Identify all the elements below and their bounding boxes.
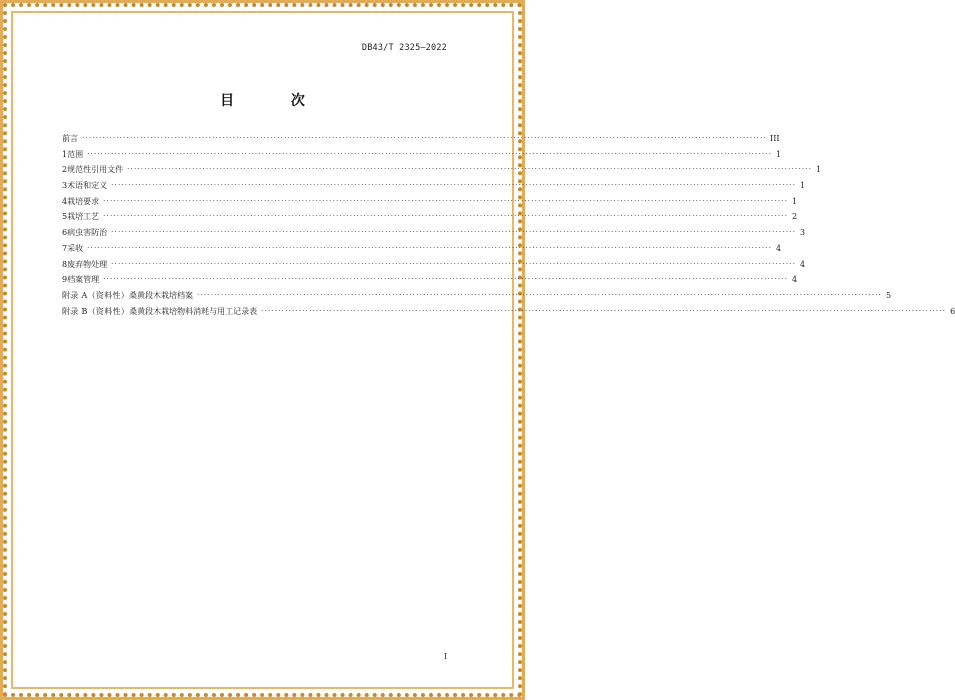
toc-entry-label: 档案管理 bbox=[67, 275, 100, 285]
standard-code: DB43/T 2325—2022 bbox=[361, 43, 447, 53]
toc-appendix-label: 桑黄段木栽培档案 bbox=[129, 290, 194, 300]
toc-entry[interactable] bbox=[62, 241, 782, 257]
toc-entry-label: 前言 bbox=[62, 134, 78, 143]
page-title: 目 次 bbox=[220, 93, 331, 109]
toc-entry-number: 7 bbox=[62, 243, 68, 253]
toc-appendix-page: 6 bbox=[950, 306, 955, 316]
toc-dot-leader: ········································································································································································································ bbox=[103, 212, 789, 221]
toc-entry-number: 9 bbox=[62, 275, 68, 285]
toc-entry-label: 术语和定义 bbox=[67, 181, 108, 191]
toc-entry-page: 4 bbox=[792, 275, 798, 285]
toc-entry[interactable] bbox=[62, 194, 798, 210]
toc-entry-page: 4 bbox=[776, 243, 782, 253]
table-of-contents bbox=[62, 131, 955, 319]
toc-entry[interactable] bbox=[62, 147, 782, 163]
toc-entry-number: 1 bbox=[62, 149, 68, 159]
toc-entry[interactable] bbox=[62, 257, 806, 273]
toc-entry-label: 范围 bbox=[67, 149, 84, 159]
toc-appendix-page: 5 bbox=[885, 290, 892, 300]
toc-dot-leader: ········································································································································································································ bbox=[103, 275, 789, 284]
toc-entry-label: 废弃物处理 bbox=[67, 259, 108, 269]
toc-dot-leader: ········································································································································································································ bbox=[103, 196, 789, 205]
toc-appendix-label: 桑黄段木栽培物料消耗与用工记录表 bbox=[129, 306, 258, 316]
toc-entry-number: 5 bbox=[62, 212, 68, 222]
toc-dot-leader: ········································································································································································································ bbox=[87, 243, 773, 252]
toc-entry-label: 采收 bbox=[67, 243, 84, 253]
toc-dot-leader: ········································································································································································································ bbox=[82, 134, 768, 142]
toc-dot-leader: ········································································································································································································ bbox=[111, 181, 797, 190]
toc-dot-leader: ········································································································································································································ bbox=[197, 290, 883, 299]
toc-dot-leader: ········································································································································································································ bbox=[261, 306, 947, 315]
toc-entry[interactable] bbox=[62, 178, 806, 194]
toc-entry-page: 3 bbox=[800, 228, 806, 238]
decorative-frame-inner bbox=[11, 11, 514, 689]
toc-entry[interactable] bbox=[62, 209, 798, 225]
toc-appendix-prefix: 附录 B（资料性） bbox=[62, 306, 130, 316]
toc-entry-number: 2 bbox=[62, 165, 68, 175]
toc-entry-number: 3 bbox=[62, 181, 68, 191]
page-number: I bbox=[443, 652, 447, 661]
toc-entry-label: 栽培要求 bbox=[67, 196, 100, 206]
toc-dot-leader: ········································································································································································································ bbox=[127, 165, 813, 174]
toc-dot-leader: ········································································································································································································ bbox=[111, 259, 797, 268]
toc-entry[interactable] bbox=[62, 131, 780, 147]
toc-appendix-entry[interactable] bbox=[62, 304, 955, 320]
toc-entry-page: 2 bbox=[792, 212, 798, 222]
toc-entry-number: 8 bbox=[62, 259, 68, 269]
toc-entry-page: 1 bbox=[816, 165, 822, 175]
toc-dot-leader: ········································································································································································································ bbox=[111, 228, 797, 237]
toc-dot-leader: ········································································································································································································ bbox=[87, 149, 773, 158]
toc-entry-number: 4 bbox=[62, 196, 68, 206]
toc-entry-page: 1 bbox=[776, 149, 782, 159]
toc-entry-page: 1 bbox=[792, 196, 798, 206]
toc-entry-number: 6 bbox=[62, 228, 68, 238]
toc-entry-page: 4 bbox=[800, 259, 806, 269]
toc-entry[interactable] bbox=[62, 225, 806, 241]
toc-appendix-prefix: 附录 A（资料性） bbox=[62, 290, 130, 300]
toc-entry[interactable] bbox=[62, 272, 798, 288]
toc-entry-page: III bbox=[770, 134, 780, 143]
toc-entry-label: 栽培工艺 bbox=[67, 212, 100, 222]
toc-entry-label: 规范性引用文件 bbox=[67, 165, 124, 175]
toc-entry[interactable] bbox=[62, 162, 822, 178]
toc-appendix-entry[interactable] bbox=[62, 288, 892, 304]
toc-entry-page: 1 bbox=[800, 181, 806, 191]
toc-entry-label: 病虫害防治 bbox=[67, 228, 108, 238]
